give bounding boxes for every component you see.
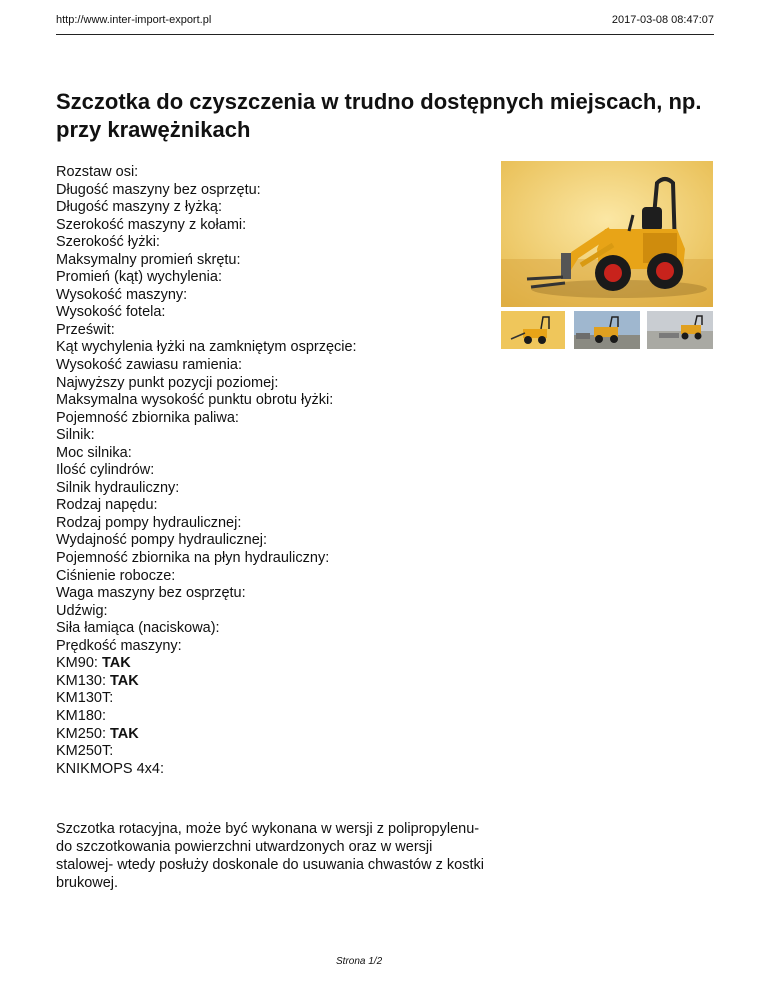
spec-row <box>56 673 476 691</box>
spec-label: Długość maszyny bez osprzętu: <box>56 181 261 198</box>
spec-row <box>56 462 476 480</box>
spec-label: Udźwig: <box>56 602 108 619</box>
spec-label: Rozstaw osi: <box>56 164 139 180</box>
spec-label: Rodzaj pompy hydraulicznej: <box>56 514 242 531</box>
spec-row <box>56 217 476 235</box>
spec-label: Silnik: <box>56 427 95 444</box>
spec-row <box>56 357 476 375</box>
spec-row <box>56 164 476 182</box>
spec-label: Pojemność zbiornika paliwa: <box>56 409 239 426</box>
spec-label: KM130: <box>56 672 106 689</box>
spec-row <box>56 339 476 357</box>
spec-row <box>56 603 476 621</box>
spec-row <box>56 480 476 498</box>
spec-row <box>56 532 476 550</box>
spec-label: Prześwit: <box>56 321 115 338</box>
spec-label: Najwyższy punkt pozycji poziomej: <box>56 374 279 391</box>
spec-label: KM250: <box>56 725 106 742</box>
spec-value: TAK <box>101 655 131 672</box>
spec-label: Wydajność pompy hydraulicznej: <box>56 532 268 549</box>
spec-row <box>56 585 476 603</box>
spec-label: Maksymalna wysokość punktu obrotu łyżki: <box>56 392 334 409</box>
spec-label: Rodzaj napędu: <box>56 497 158 514</box>
header-datetime: 2017-03-08 08:47:07 <box>611 14 714 26</box>
spec-row <box>56 252 476 270</box>
product-thumbnail-1[interactable] <box>501 311 565 349</box>
product-thumbnail-3[interactable] <box>647 311 713 349</box>
spec-row <box>56 655 476 673</box>
spec-row <box>56 726 476 744</box>
spec-label: Kąt wychylenia łyżki na zamkniętym osprzęcie: <box>56 339 357 356</box>
spec-row <box>56 497 476 515</box>
spec-row <box>56 287 476 305</box>
spec-label: Promień (kąt) wychylenia: <box>56 269 222 286</box>
spec-label: Szerokość łyżki: <box>56 234 160 251</box>
spec-label: Długość maszyny z łyżką: <box>56 199 222 216</box>
spec-value: TAK <box>110 725 139 742</box>
spec-row <box>56 690 476 708</box>
spec-label: Ciśnienie robocze: <box>56 567 176 584</box>
spec-label: Moc silnika: <box>56 444 132 461</box>
spec-row <box>56 568 476 586</box>
spec-row <box>56 620 476 638</box>
spec-row <box>56 410 476 428</box>
spec-row <box>56 234 476 252</box>
spec-label: KM250T: <box>56 743 114 760</box>
spec-label: Maksymalny promień skrętu: <box>56 251 241 268</box>
spec-row <box>56 375 476 393</box>
spec-label: Wysokość fotela: <box>56 304 166 321</box>
product-main-photo[interactable] <box>501 161 713 307</box>
spec-label: Wysokość zawiasu ramienia: <box>56 357 243 374</box>
spec-label: KM90: <box>56 655 98 672</box>
spec-row <box>56 743 476 761</box>
spec-row <box>56 445 476 463</box>
spec-label: Waga maszyny bez osprzętu: <box>56 585 246 602</box>
spec-row <box>56 638 476 656</box>
spec-label: Ilość cylindrów: <box>56 462 155 479</box>
page-header <box>56 14 714 35</box>
spec-row <box>56 550 476 568</box>
spec-row <box>56 708 476 726</box>
spec-label: KM130T: <box>56 690 114 707</box>
spec-label: Prędkość maszyny: <box>56 637 182 654</box>
spec-label: Pojemność zbiornika na płyn hydrauliczny: <box>56 550 330 567</box>
header-url: http://www.inter-import-export.pl <box>56 14 212 26</box>
spec-label: KM180: <box>56 707 106 724</box>
spec-row <box>56 269 476 287</box>
spec-label: Wysokość maszyny: <box>56 286 188 303</box>
product-description: Szczotka rotacyjna, może być wykonana w wersji z polipropylenu- do szczotkowania powierzchni utwardzonych oraz w wersji stalowej- wtedy posłuży doskonale do usuwania chwastów z kostki brukowej. <box>56 821 484 891</box>
spec-label: Szerokość maszyny z kołami: <box>56 216 247 233</box>
spec-row <box>56 515 476 533</box>
spec-row <box>56 182 476 200</box>
spec-label: Silnik hydrauliczny: <box>56 479 180 496</box>
spec-label: Siła łamiąca (naciskowa): <box>56 620 220 637</box>
spec-row <box>56 304 476 322</box>
spec-row <box>56 322 476 340</box>
page-title: Szczotka do czyszczenia w trudno dostępnych miejscach, np. przy krawężnikach <box>56 89 702 142</box>
spec-row <box>56 392 476 410</box>
spec-list <box>56 164 476 778</box>
page-number: Strona 1/2 <box>336 956 383 967</box>
product-thumbnail-2[interactable] <box>574 311 640 349</box>
spec-value: TAK <box>110 672 139 689</box>
spec-row <box>56 427 476 445</box>
spec-label: KNIKMOPS 4x4: <box>56 760 164 777</box>
spec-row <box>56 199 476 217</box>
spec-row <box>56 761 476 779</box>
